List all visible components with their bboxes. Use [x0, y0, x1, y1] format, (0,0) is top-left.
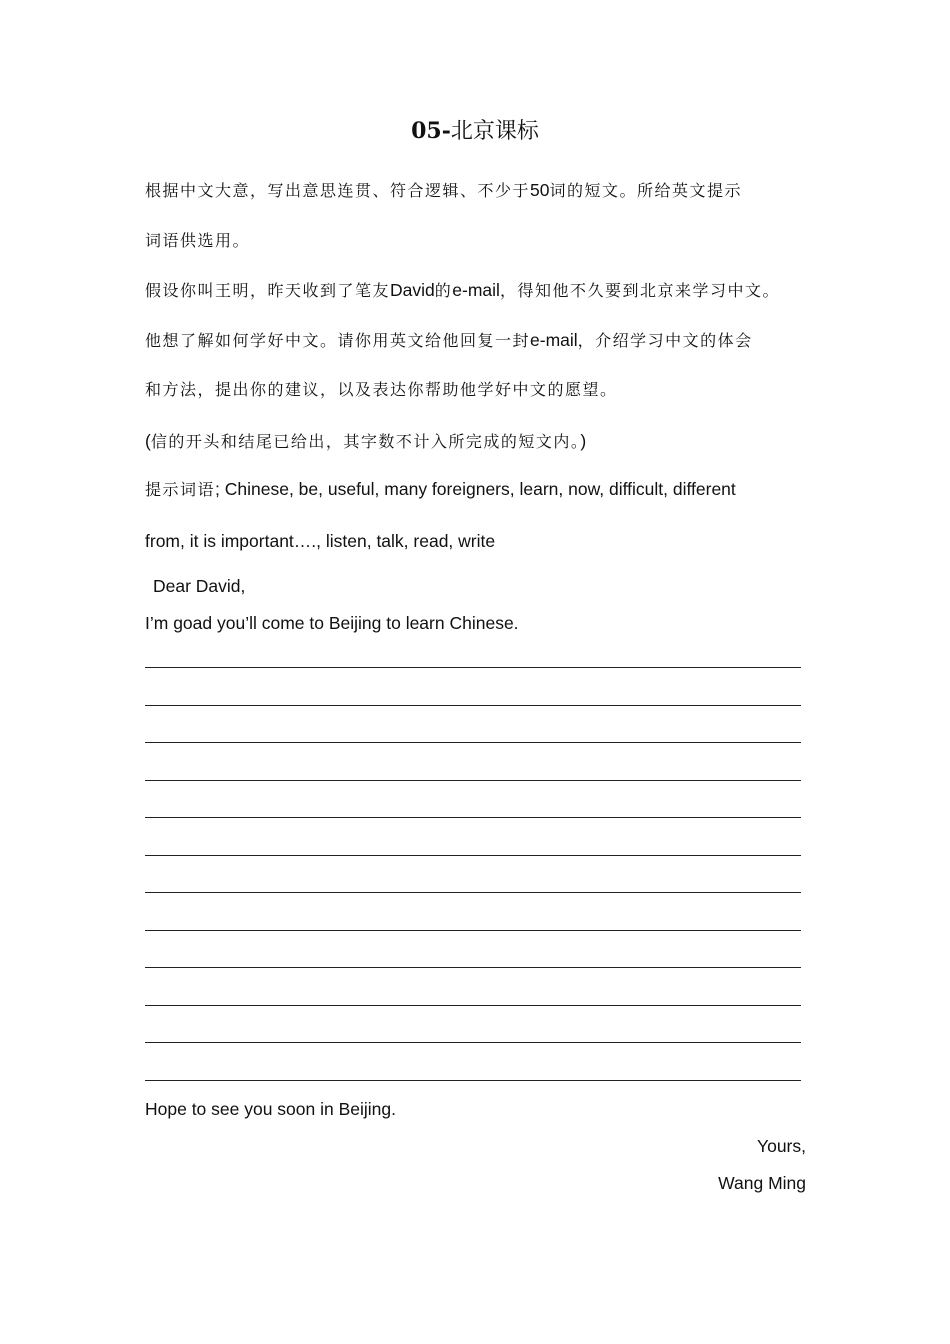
writing-blank-line[interactable]	[145, 930, 801, 931]
title-text: 北京课标	[450, 119, 539, 144]
letter-opening: I’m goad you’ll come to Beijing to learn Chinese.	[145, 613, 519, 633]
writing-blank-line[interactable]	[145, 1042, 801, 1043]
title-number: 05-	[411, 118, 451, 144]
letter-signature: Wang Ming	[718, 1173, 806, 1193]
writing-blank-line[interactable]	[145, 892, 801, 893]
hint-line-2: from, it is important…., listen, talk, read, write	[145, 531, 496, 551]
instruction-line-5: 和方法，提出你的建议，以及表达你帮助他学好中文的愿望。	[145, 380, 618, 399]
letter-closing: Hope to see you soon in Beijing.	[145, 1099, 396, 1119]
writing-blank-line[interactable]	[145, 780, 801, 781]
letter-greeting: Dear David,	[153, 576, 246, 596]
writing-blank-line[interactable]	[145, 667, 801, 668]
writing-blank-line[interactable]	[145, 967, 801, 968]
writing-blank-line[interactable]	[145, 1080, 801, 1081]
instruction-line-1: 根据中文大意，写出意思连贯、符合逻辑、不少于50词的短文。所给英文提示	[145, 180, 742, 200]
page-title	[0, 116, 950, 147]
writing-blank-line[interactable]	[145, 817, 801, 818]
hint-label: 提示词语	[145, 480, 216, 499]
instruction-line-6: (信的开头和结尾已给出，其字数不计入所完成的短文内。)	[145, 431, 587, 451]
instruction-line-4: 他想了解如何学好中文。请你用英文给他回复一封e-mail，介绍学习中文的体会	[145, 330, 753, 350]
writing-blank-line[interactable]	[145, 1005, 801, 1006]
instruction-line-2: 词语供选用。	[145, 231, 251, 250]
writing-blank-line[interactable]	[145, 705, 801, 706]
hint-line-1: 提示词语; Chinese, be, useful, many foreigners, learn, now, difficult, different	[145, 479, 736, 499]
letter-signoff: Yours,	[757, 1136, 806, 1156]
writing-blank-line[interactable]	[145, 855, 801, 856]
instruction-line-3: 假设你叫王明，昨天收到了笔友David的e-mail，得知他不久要到北京来学习中文。	[145, 280, 780, 300]
writing-blank-line[interactable]	[145, 742, 801, 743]
